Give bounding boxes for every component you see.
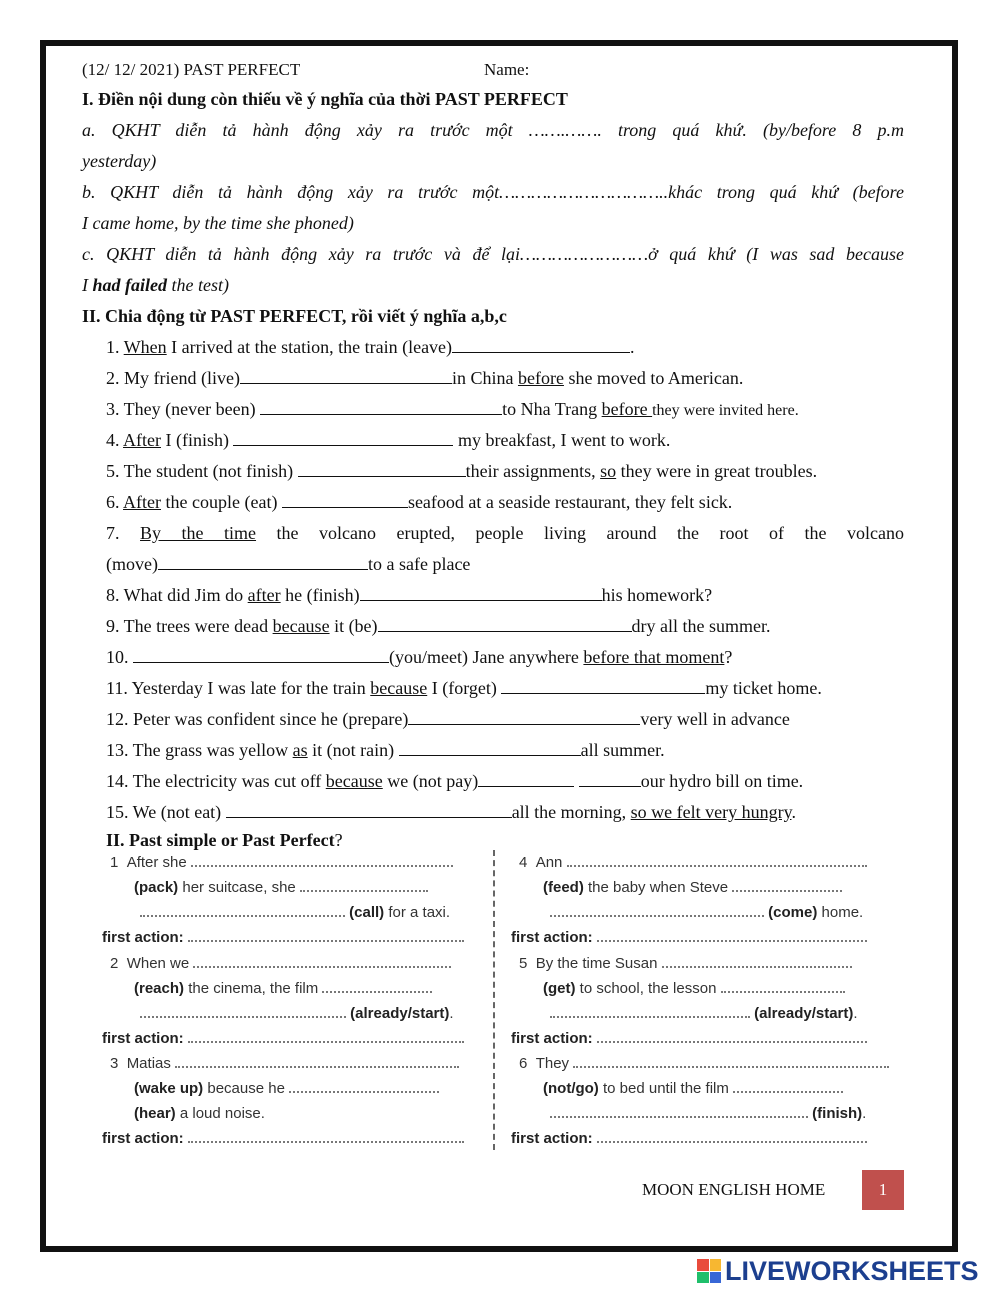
answer-blank-11[interactable] bbox=[501, 676, 705, 694]
answer-blank-1[interactable] bbox=[452, 335, 630, 353]
answer-blank-5[interactable] bbox=[298, 459, 466, 477]
question-9: 9. The trees were dead because it (be) dry all the summer. bbox=[106, 616, 771, 636]
section1-item-b-line1: b. QKHT diễn tả hành động xảy ra trước một…………………………..khác trong quá khứ (before bbox=[82, 182, 904, 202]
answer-blank-14a[interactable] bbox=[478, 769, 574, 787]
exercise-2-blank-2[interactable] bbox=[322, 981, 432, 993]
exercise-2-first-action: first action: bbox=[102, 1030, 464, 1047]
answer-blank-2[interactable] bbox=[240, 366, 452, 384]
question-3: 3. They (never been) to Nha Trang before they were invited here. bbox=[106, 399, 799, 419]
exercise-1-first-action: first action: bbox=[102, 929, 464, 946]
question-6: 6. After the couple (eat) seafood at a seaside restaurant, they felt sick. bbox=[106, 492, 733, 512]
answer-blank-7[interactable] bbox=[158, 552, 368, 570]
worksheet-date-title: (12/ 12/ 2021) PAST PERFECT bbox=[82, 60, 301, 79]
answer-blank-12[interactable] bbox=[408, 707, 640, 725]
question-5: 5. The student (not finish) their assignments, so they were in great troubles. bbox=[106, 461, 818, 481]
exercise-3-line1: 3 Matias bbox=[110, 1055, 459, 1072]
exercise-5-blank-1[interactable] bbox=[662, 956, 852, 968]
exercise-4-blank-3[interactable] bbox=[550, 905, 764, 917]
exercise-4-line2: (feed) the baby when Steve bbox=[543, 879, 842, 896]
name-label: Name: bbox=[484, 60, 530, 79]
answer-blank-3[interactable] bbox=[260, 397, 502, 415]
exercise-2-line2: (reach) the cinema, the film bbox=[134, 980, 432, 997]
exercise-3-first-action: first action: bbox=[102, 1130, 464, 1147]
exercise-4-blank-2[interactable] bbox=[732, 880, 842, 892]
section1-item-b-line2: I came home, by the time she phoned) bbox=[82, 213, 354, 233]
section1-item-a-line1: a. QKHT diễn tả hành động xảy ra trước một …….……. trong quá khứ. (by/before 8 p.m bbox=[82, 120, 904, 140]
liveworksheets-text: LIVEWORKSHEETS bbox=[725, 1255, 979, 1286]
exercise-2-line1: 2 When we bbox=[110, 955, 451, 972]
question-4: 4. After I (finish) my breakfast, I went to work. bbox=[106, 430, 671, 450]
exercise-3-blank-1[interactable] bbox=[175, 1056, 459, 1068]
answer-blank-14b[interactable] bbox=[579, 769, 641, 787]
exercise-4-blank-1[interactable] bbox=[567, 855, 867, 867]
exercise-6-line3: (finish). bbox=[550, 1105, 866, 1122]
exercise-1-blank-1[interactable] bbox=[191, 855, 453, 867]
section2-title: II. Chia động từ PAST PERFECT, rồi viết ý nghĩa a,b,c bbox=[82, 306, 507, 326]
question-14: 14. The electricity was cut off because we (not pay) our hydro bill on time. bbox=[106, 771, 804, 791]
exercise-4-first-action-blank[interactable] bbox=[597, 930, 867, 942]
exercise-6-first-action-blank[interactable] bbox=[597, 1131, 867, 1143]
column-divider bbox=[493, 850, 495, 1150]
exercise-2-blank-1[interactable] bbox=[193, 956, 451, 968]
question-11: 11. Yesterday I was late for the train because I (forget) my ticket home. bbox=[106, 678, 822, 698]
section1-item-c-line2: I had failed the test) bbox=[82, 275, 229, 295]
answer-blank-6[interactable] bbox=[282, 490, 408, 508]
question-13: 13. The grass was yellow as it (not rain) all summer. bbox=[106, 740, 665, 760]
exercise-3-line3: (hear) a loud noise. bbox=[134, 1105, 265, 1122]
question-1: 1. When I arrived at the station, the train (leave) . bbox=[106, 337, 635, 357]
question-2: 2. My friend (live) in China before she moved to American. bbox=[106, 368, 744, 388]
exercise-6-line2: (not/go) to bed until the film bbox=[543, 1080, 843, 1097]
exercise-6-blank-1[interactable] bbox=[573, 1056, 889, 1068]
answer-blank-4[interactable] bbox=[233, 428, 453, 446]
exercise-1-line2: (pack) her suitcase, she bbox=[134, 879, 428, 896]
liveworksheets-logo-icon bbox=[697, 1259, 721, 1283]
question-15: 15. We (not eat) all the morning, so we felt very hungry. bbox=[106, 802, 796, 822]
had-failed-emphasis: had failed bbox=[92, 275, 167, 295]
question-8: 8. What did Jim do after he (finish) his homework? bbox=[106, 585, 713, 605]
exercise-1-line3: (call) for a taxi. bbox=[140, 904, 450, 921]
question-10: 10. (you/meet) Jane anywhere before that moment? bbox=[106, 647, 733, 667]
exercise-1-blank-2[interactable] bbox=[300, 880, 428, 892]
answer-blank-10[interactable] bbox=[133, 645, 389, 663]
exercise-2-first-action-blank[interactable] bbox=[188, 1031, 464, 1043]
footer-brand: MOON ENGLISH HOME bbox=[642, 1180, 826, 1199]
answer-blank-9[interactable] bbox=[378, 614, 632, 632]
section1-item-a-line2: yesterday) bbox=[82, 151, 157, 171]
exercise-5-blank-2[interactable] bbox=[721, 981, 845, 993]
answer-blank-8[interactable] bbox=[360, 583, 602, 601]
exercise-6-first-action: first action: bbox=[511, 1130, 867, 1147]
exercise-3-first-action-blank[interactable] bbox=[188, 1131, 464, 1143]
exercise-6-blank-2[interactable] bbox=[733, 1081, 843, 1093]
exercise-4-line3: (come) home. bbox=[550, 904, 863, 921]
exercise-3-blank-2[interactable] bbox=[289, 1081, 439, 1093]
exercise-5-blank-3[interactable] bbox=[550, 1006, 750, 1018]
answer-blank-13[interactable] bbox=[399, 738, 581, 756]
page-number: 1 bbox=[862, 1170, 904, 1210]
question-12: 12. Peter was confident since he (prepare) very well in advance bbox=[106, 709, 790, 729]
exercise-3-line2: (wake up) because he bbox=[134, 1080, 439, 1097]
section1-item-c-line1: c. QKHT diễn tả hành động xảy ra trước và để lại……………………ở quá khứ (I was sad because bbox=[82, 244, 904, 264]
exercise-6-line1: 6 They bbox=[519, 1055, 889, 1072]
exercise-4-first-action: first action: bbox=[511, 929, 867, 946]
exercise-2-line3: (already/start). bbox=[140, 1005, 454, 1022]
question-7-line1: 7. By the time the volcano erupted, people living around the root of the volcano bbox=[106, 523, 905, 543]
exercise-1-first-action-blank[interactable] bbox=[188, 930, 464, 942]
exercise-5-line3: (already/start). bbox=[550, 1005, 858, 1022]
exercise-1-line1: 1 After she bbox=[110, 854, 453, 871]
exercise-4-line1: 4 Ann bbox=[519, 854, 867, 871]
answer-blank-15[interactable] bbox=[226, 800, 512, 818]
exercise-2-blank-3[interactable] bbox=[140, 1006, 346, 1018]
exercise-5-line2: (get) to school, the lesson bbox=[543, 980, 845, 997]
exercise-1-blank-3[interactable] bbox=[140, 905, 345, 917]
question-7-line2: (move) to a safe place bbox=[106, 554, 471, 574]
exercise-5-first-action: first action: bbox=[511, 1030, 867, 1047]
exercise-5-line1: 5 By the time Susan bbox=[519, 955, 852, 972]
exercise-6-blank-3[interactable] bbox=[550, 1106, 808, 1118]
section3-title: II. Past simple or Past Perfect? bbox=[106, 830, 343, 850]
liveworksheets-watermark bbox=[697, 1256, 979, 1286]
section1-title: I. Điền nội dung còn thiếu về ý nghĩa của thời PAST PERFECT bbox=[82, 89, 568, 109]
exercise-5-first-action-blank[interactable] bbox=[597, 1031, 867, 1043]
